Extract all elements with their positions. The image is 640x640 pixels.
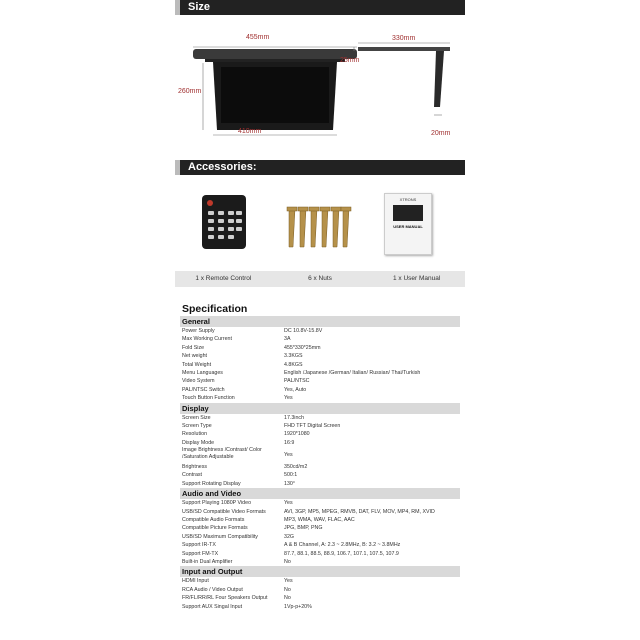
side-depth-label: 330mm [392,35,416,42]
spec-row [180,430,460,438]
spec-value: FHD TFT Digital Screen [284,422,341,429]
spec-value: 3A [284,336,291,343]
spec-row [180,344,460,352]
spec-key: Power Supply [182,328,215,334]
manual-title: USER MANUAL [393,224,423,229]
remote-control-icon [200,193,248,251]
spec-key: Video System [182,378,215,385]
spec-row [180,499,460,507]
spec-row [180,594,460,602]
spec-row [180,352,460,360]
spec-value: A & B Channel, A: 2.3 ~ 2.8MHz, B: 3.2 ~ 3.8MHz [284,542,401,549]
spec-value: PAL/NTSC [284,378,310,385]
spec-key: USB/SD Compatible Video Formats [182,508,266,515]
manual-cover-image [393,205,423,221]
spec-key: HDMI Input [182,578,209,585]
spec-key: Menu Languages [182,369,223,376]
spec-key: Compatible Picture Formats [182,525,248,532]
spec-table [180,316,460,611]
spec-row [180,524,460,532]
spec-row [180,463,460,471]
spec-key: Resolution [182,431,208,438]
spec-key: Screen Type [182,422,212,429]
spec-value: 500:1 [284,472,298,479]
spec-section-header: General [180,316,460,327]
spec-value: No [284,586,291,593]
size-section-title: Size [188,1,211,13]
spec-value: 87.7, 88.1, 88.5, 88.9, 106.7, 107.1, 107.5, 107.9 [284,550,399,557]
spec-key: Support IR-TX [182,542,216,549]
spec-value: 1920*1080 [284,431,310,438]
spec-value: 17.3inch [284,414,305,421]
front-height-label: 260mm [178,88,202,95]
spec-section-header: Input and Output [180,566,460,577]
spec-value: No [284,595,291,602]
spec-title: Specification [182,303,248,315]
spec-key: Image Brightness /Contrast/ Color /Saturation Adjustable [182,447,262,461]
spec-row [180,533,460,541]
nuts-icon [283,205,353,250]
spec-value: 130° [284,480,295,487]
spec-value: 32G [284,533,295,540]
spec-value: MP3, WMA, WAV, FLAC, AAC [284,517,355,524]
spec-row [180,439,460,447]
accessory-label-manual: 1 x User Manual [393,275,441,282]
size-section-header [175,0,465,15]
spec-key: Brightness [182,464,208,471]
spec-row [180,377,460,385]
spec-key: Contrast [182,472,203,479]
spec-section-header: Audio and Video [180,488,460,499]
spec-value: AVI, 3GP, MP5, MPEG, RMVB, DAT, FLV, MOV, MP4, RM, XVID [284,508,435,515]
spec-key: Support Playing 1080P Video [182,500,252,507]
spec-value: English /Japanese /German/ Italian/ Russian/ Thai/Turkish [284,369,421,376]
spec-value: 3.3KGS [284,353,303,360]
spec-row [180,550,460,558]
front-width-label: 455mm [246,34,270,41]
spec-section-header: Display [180,403,460,414]
spec-row [180,414,460,422]
spec-row [180,447,460,463]
spec-key: Compatible Audio Formats [182,517,245,524]
spec-row [180,335,460,343]
spec-key: Fold Size [182,344,205,351]
spec-key: Max Working Current [182,336,232,343]
spec-row [180,422,460,430]
spec-value: 4.8KGS [284,361,303,368]
spec-row [180,480,460,488]
spec-value: 16:9 [284,439,295,446]
spec-value: 1Vp-p+20% [284,603,312,610]
spec-value: Yes [284,395,293,402]
spec-value: 350cd/m2 [284,464,308,471]
spec-key: Support AUX Singal Input [182,603,243,610]
accessories-section-title: Accessories: [188,161,257,173]
side-bottom-label: 20mm [431,130,451,137]
accessories-labels [175,271,465,287]
spec-value: No [284,558,291,565]
spec-row [180,327,460,335]
spec-value: 455*330*25mm [284,344,321,351]
user-manual-icon [384,193,432,255]
spec-key: Total Weight [182,361,212,368]
spec-row [180,394,460,402]
spec-row [180,603,460,611]
spec-key: Screen Size [182,414,211,421]
spec-row [180,508,460,516]
spec-value: Yes [284,452,293,459]
manual-brand: XTRONS [399,197,417,202]
side-thickness-label: 25mm [340,57,360,64]
spec-row [180,386,460,394]
accessory-label-nuts: 6 x Nuts [308,275,332,282]
spec-key: Built-in Dual Amplifier [182,558,233,565]
spec-row [180,516,460,524]
side-view-diagram [350,35,465,140]
spec-key: Touch Button Function [182,395,235,402]
spec-value: JPG, BMP, PNG [284,525,323,532]
spec-key: Support FM-TX [182,550,219,557]
spec-key: PAL/NTSC Switch [182,386,225,393]
spec-row [180,586,460,594]
spec-value: Yes, Auto [284,386,307,393]
spec-key: Display Mode [182,439,215,446]
spec-key: Net weight [182,353,208,360]
spec-row [180,471,460,479]
spec-key: FR/FL/RR/RL Four Speakers Output [182,595,268,602]
spec-value: Yes [284,500,293,507]
spec-key: RCA Audio / Video Output [182,586,243,593]
accessories-section-header [175,160,465,175]
spec-value: Yes [284,578,293,585]
spec-row [180,577,460,585]
spec-row [180,558,460,566]
spec-value: DC 10.8V-15.8V [284,328,323,334]
spec-key: Support Rotating Display [182,480,241,487]
spec-row [180,369,460,377]
spec-key: USB/SD Maximum Compatibility [182,533,258,540]
front-view-diagram [185,35,375,145]
accessory-label-remote: 1 x Remote Control [195,275,252,282]
spec-row [180,361,460,369]
front-bottom-width-label: 410mm [238,128,262,135]
spec-row [180,541,460,549]
